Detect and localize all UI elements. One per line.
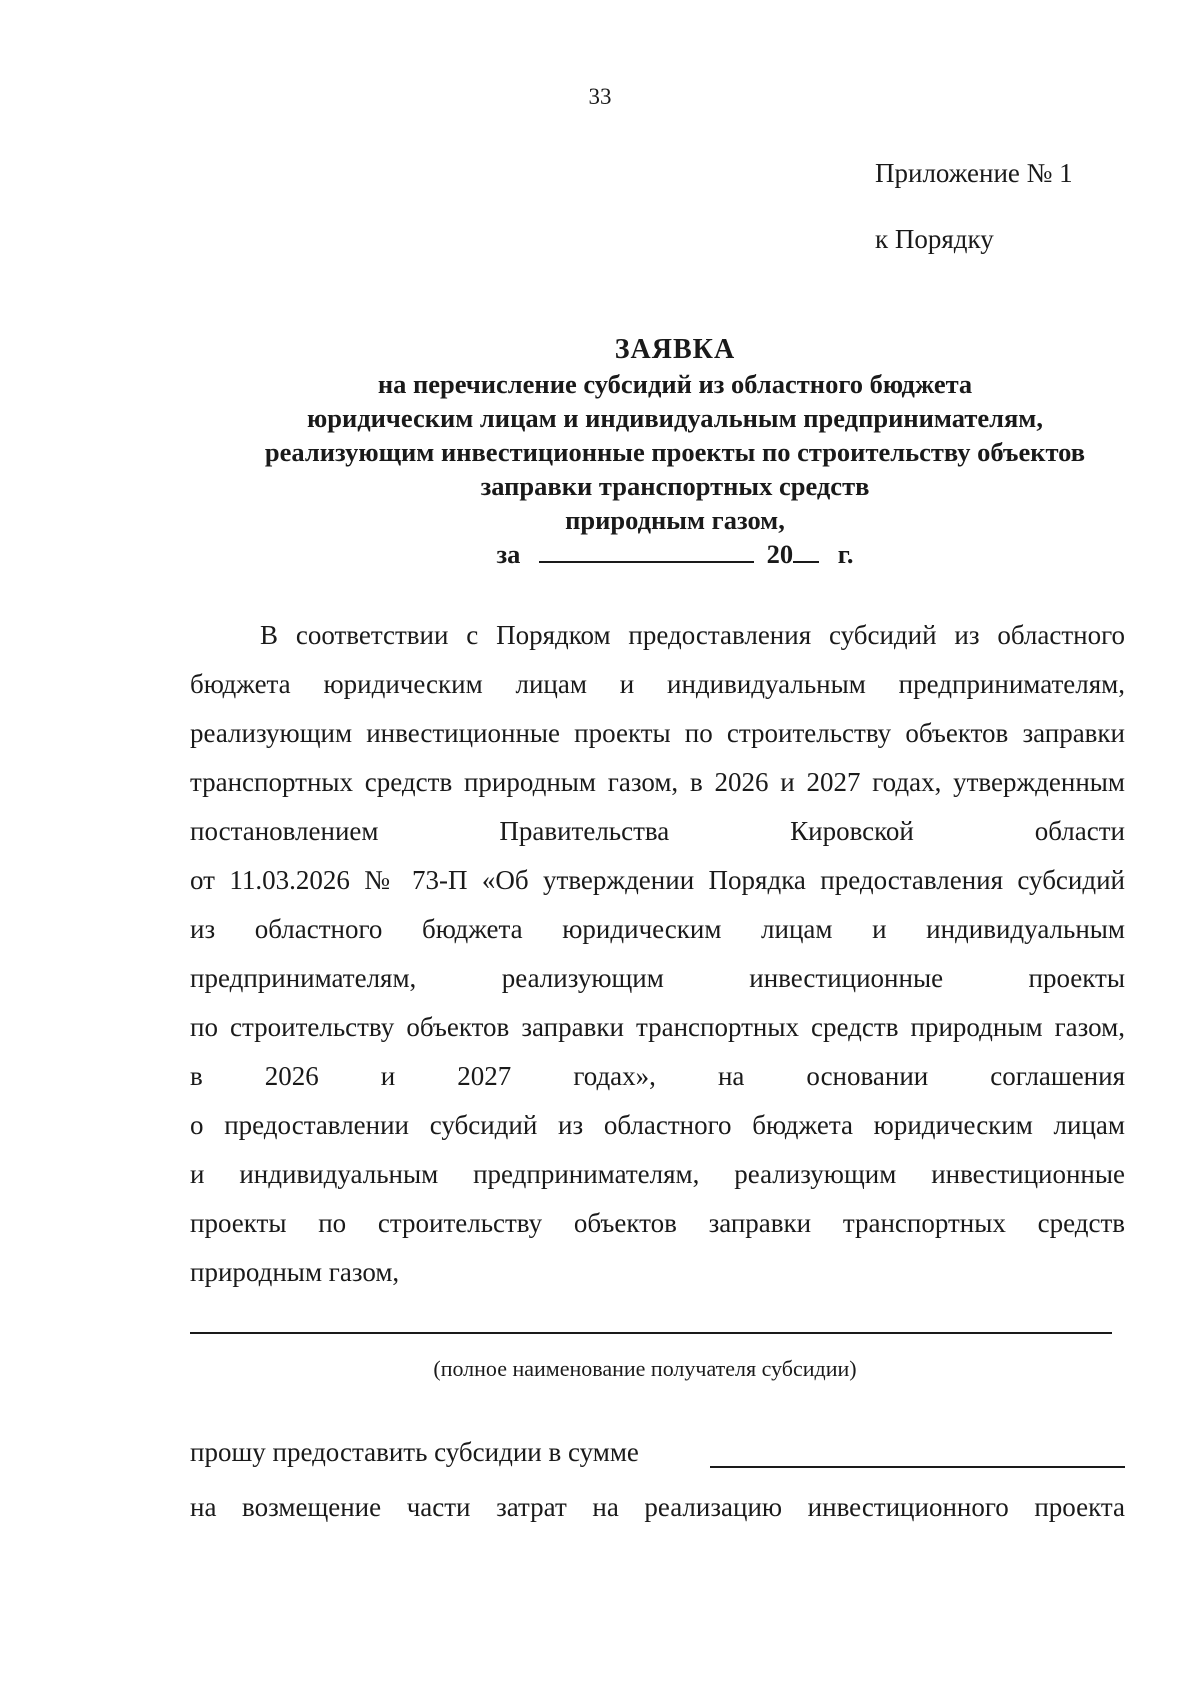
title-line: заправки транспортных средств (480, 471, 870, 501)
body-line: из областного бюджета юридическим лицам и индивидуальным (190, 914, 1125, 944)
title-period (130, 537, 1200, 571)
title-line: на перечисление субсидий из областного бюджета (377, 369, 973, 399)
request-text: прошу предоставить субсидии в сумме (190, 1437, 639, 1467)
body-line: природным газом, (190, 1257, 400, 1287)
period-prefix: за (496, 539, 521, 569)
recipient-name-line (190, 1332, 1112, 1334)
body-line: транспортных средств природным газом, в 2026 и 2027 годах, утвержденным (190, 767, 1125, 797)
appendix-reference: к Порядку (875, 224, 994, 254)
title-line: природным газом, (565, 505, 785, 535)
body-line: проекты по строительству объектов заправки транспортных средств (190, 1208, 1125, 1238)
period-blank (539, 539, 754, 563)
page-number: 33 (588, 84, 612, 109)
body-line: по строительству объектов заправки транспортных средств природным газом, (190, 1012, 1125, 1042)
title-line: реализующим инвестиционные проекты по строительству объектов (264, 437, 1086, 467)
body-line: бюджета юридическим лицам и индивидуальным предпринимателям, (190, 669, 1125, 699)
amount-blank (710, 1466, 1125, 1468)
period-suffix: г. (837, 539, 854, 569)
title-main: ЗАЯВКА (614, 334, 736, 365)
final-line: на возмещение части затрат на реализацию инвестиционного проекта (190, 1492, 1125, 1522)
body-line: реализующим инвестиционные проекты по строительству объектов заправки (190, 718, 1125, 748)
period-year: 20 (766, 539, 794, 569)
body-line: и индивидуальным предпринимателям, реализующим инвестиционные (190, 1159, 1125, 1189)
year-blank (793, 539, 819, 563)
body-line: постановлением Правительства Кировской области (190, 816, 1125, 846)
body-line: в 2026 и 2027 годах», на основании соглашения (190, 1061, 1125, 1091)
recipient-caption: (полное наименование получателя субсидии) (433, 1356, 857, 1381)
appendix-label: Приложение № 1 (875, 158, 1073, 188)
body-line: В соответствии с Порядком предоставления субсидий из областного (260, 620, 1125, 650)
request-line (190, 1437, 1125, 1468)
body-line: от 11.03.2026 № 73-П «Об утверждении Порядка предоставления субсидий (190, 865, 1125, 895)
title-line: юридическим лицам и индивидуальным предпринимателям, (307, 403, 1043, 433)
document-title (130, 333, 1200, 571)
body-line: о предоставлении субсидий из областного бюджета юридическим лицам (190, 1110, 1125, 1140)
body-line: предпринимателям, реализующим инвестиционные проекты (190, 963, 1125, 993)
